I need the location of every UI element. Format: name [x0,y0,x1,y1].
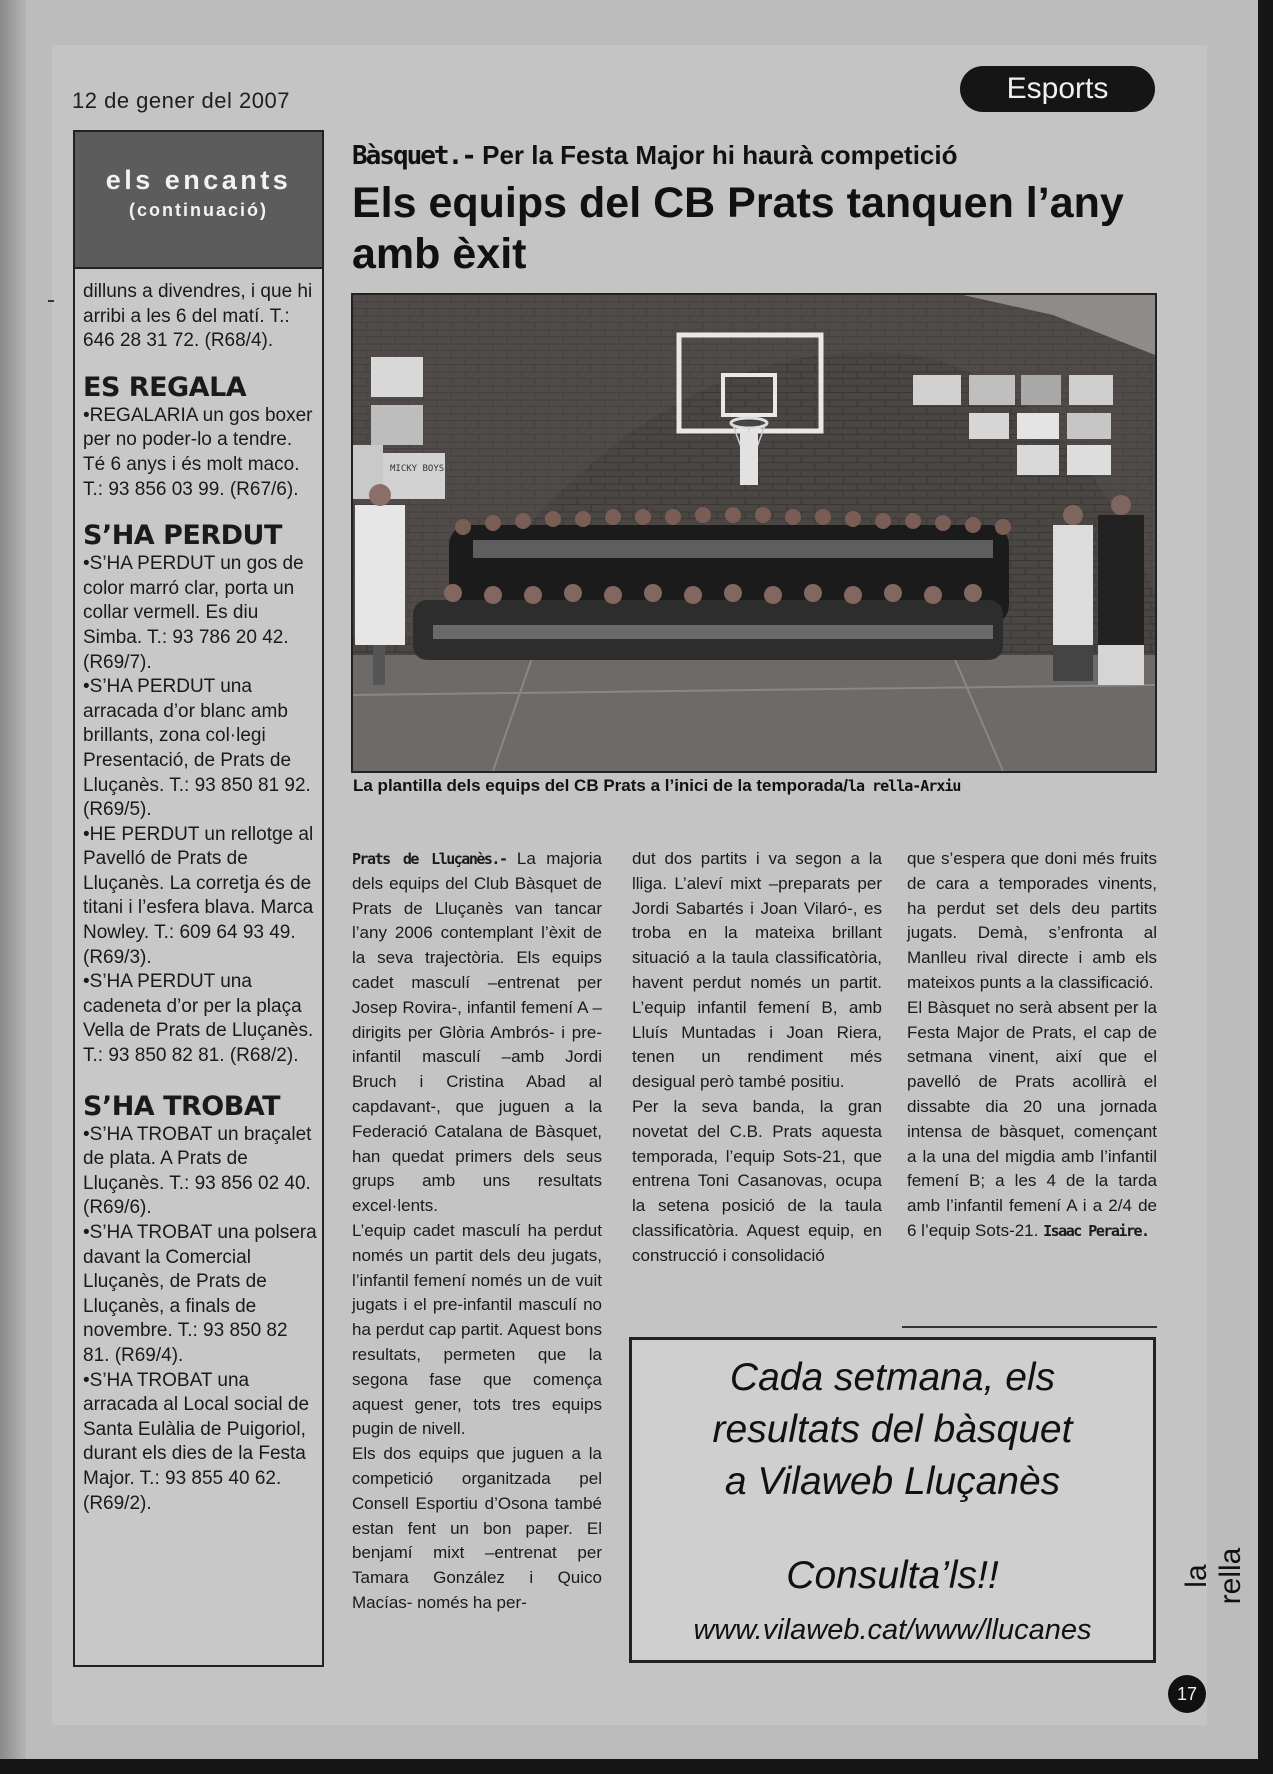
ad-url: www.vilaweb.cat/www/llucanes [693,1614,1092,1646]
vilaweb-ad [629,1337,1156,1663]
article-headline: Els equips del CB Prats tanquen l’any amb èxit [352,179,1124,278]
page-number: 17 [1168,1675,1206,1713]
paragraph-text: La majoria dels equips del Club Bàsquet de Prats de Lluçanès van tancar l’any 2006 contemplant l’èxit de la seva trajectòria. Els equips cadet masculí –entrenat per Josep Rovira-, infantil femení A –dirigits per Glòria Ambrós- i pre-infantil masculí –amb Jordi Bruch i Cristina Abad al capdavant-, que juguen a la Federació Catalana de Bàsquet, han quedat primers dels seus grups amb uns resultats excel·lents. [352,849,602,1216]
classified-item: •S’HA PERDUT un gos de color marró clar, porta un collar vermell. Es diu Simba. T.: 93 786 20 42. (R69/7). [83,553,304,673]
article-paragraph: que s’espera que doni més fruits de cara a temporades vinents, ha perdut set dels deu partits jugats. Demà, s’enfronta al Manlleu rival directe i amb els mateixos punts a la classificació. [907,849,1157,992]
issue-date: 12 de gener del 2007 [72,88,290,113]
classified-item: •S’HA TROBAT una polsera davant la Comercial Lluçanès, de Prats de Lluçanès, a finals de novembre. T.: 93 850 82 81. (R69/4). [83,1222,317,1366]
article-paragraph [907,996,1157,1244]
article-column-1 [352,847,602,1616]
caption-credit: la rella-Arxiu [848,777,961,795]
classified-item: •REGALARIA un gos boxer per no poder-lo a tendre. Té 6 anys i és molt maco. T.: 93 856 03 99. (R67/6). [83,404,313,500]
classified-heading-found: S’HA TROBAT [83,1090,281,1122]
classifieds-column [73,130,324,1667]
article-kicker [352,140,958,171]
classified-heading-lost: S’HA PERDUT [83,520,282,552]
classified-item: •HE PERDUT un rellotge al Pavelló de Prats de Lluçanès. La corretja és de titani i l’esfera blava. Marca Nowley. T.: 609 64 93 49. (R69/3). [83,823,314,968]
classifieds-text [83,280,319,1516]
article-signature: Isaac Peraire. [1043,1221,1149,1240]
section-label: Esports [960,66,1155,112]
article-paragraph: dut dos partits i va segon a la lliga. L’aleví mixt –preparats per Jordi Sabartés i Joan Vilaró-, es troba en la mateixa brillant situació a la taula classificatòria, havent perdut només un partit. L’equip infantil femení B, amb Lluís Muntadas i Joan Riera, tenen un rendiment més desigual però també positiu. [632,849,882,1092]
team-photo-image [353,295,1155,771]
team-photo [351,293,1157,773]
article-dateline: Prats de Lluçanès.- [352,850,507,868]
ad-line-1: Cada setmana, els [729,1356,1056,1399]
magazine-brand: la rella [1180,1547,1247,1605]
classifieds-title: els encants [105,165,292,195]
classified-item: •S’HA PERDUT una cadeneta d’or per la plaça Vella de Prats de Lluçanès. T.: 93 850 82 81. (R68/2). [83,971,314,1067]
paragraph-text: El Bàsquet no serà absent per la Festa Major de Prats, el cap de setmana vinent, així que el pavelló de Prats acollirà el dissabte dia 20 una jornada intensa de bàsquet, començant a la una del migdia amb l’infantil femení B; a les 4 de la tarda amb l’infantil femení A i a 2/4 de 6 l’equip Sots-21. [907,997,1157,1240]
binding-spine [0,0,26,1759]
classifieds-header [75,132,322,269]
article-paragraph: Per la seva banda, la gran novetat del C.B. Prats aquesta temporada, l’equip Sots-21, que entrena Toni Casanovas, ocupa la setena posició de la taula classificatòria. Aquest equip, en construcció i consolidació [632,1096,882,1265]
classified-continuation: dilluns a divendres, i que hi arribi a les 6 del matí. T.: 646 28 31 72. (R68/4). [83,281,313,352]
kicker-prefix: Bàsquet.- [352,141,475,171]
article-paragraph: Els dos equips que juguen a la competició organitzada pel Consell Esportiu d’Osona també estan fent un bon paper. El benjamí mixt –entrenat per Tamara González i Quico Macías- només ha per- [352,1444,602,1612]
article-column-3 [907,847,1157,1244]
column-rule [902,1326,1157,1328]
classified-item: •S’HA PERDUT una arracada d’or blanc amb brillants, zona col·legi Presentació, de Prats de Lluçanès. T.: 93 850 81 92. (R69/5). [83,676,311,821]
classified-heading-gift: ES REGALA [83,371,247,403]
article-column-2 [632,847,882,1269]
photo-caption [353,776,1158,796]
article-paragraph: L’equip cadet masculí ha perdut només un partit dels deu jugats, l’infantil femení només un de vuit jugats i el pre-infantil masculí no ha perdut cap partit. Aquest bons resultats, permeten que la segona fase que comença aquest gener, tots tres equips pugin de nivell. [352,1220,602,1439]
margin-mark [48,300,54,302]
photo-sign-text: MICKY BOYS [390,464,445,474]
article-paragraph [352,847,602,1219]
classified-item: •S’HA TROBAT un braçalet de plata. A Prats de Lluçanès. T.: 93 856 02 40. (R69/6). [83,1123,312,1219]
ad-line-3: a Vilaweb Lluçanès [724,1460,1061,1503]
classified-item: •S’HA TROBAT una arracada al Local social de Santa Eulàlia de Puigoriol, durant els dies de la Festa Major. T.: 93 855 40 62. (R69/2). [83,1369,310,1514]
ad-call-to-action: Consulta’ls!! [786,1554,999,1597]
kicker-text: Per la Festa Major hi haurà competició [482,140,958,170]
classifieds-subtitle: (continuació) [129,200,268,220]
caption-text: La plantilla dels equips del CB Prats a l’inici de la temporada/ [353,776,849,795]
ad-line-2: resultats del bàsquet [712,1408,1073,1451]
